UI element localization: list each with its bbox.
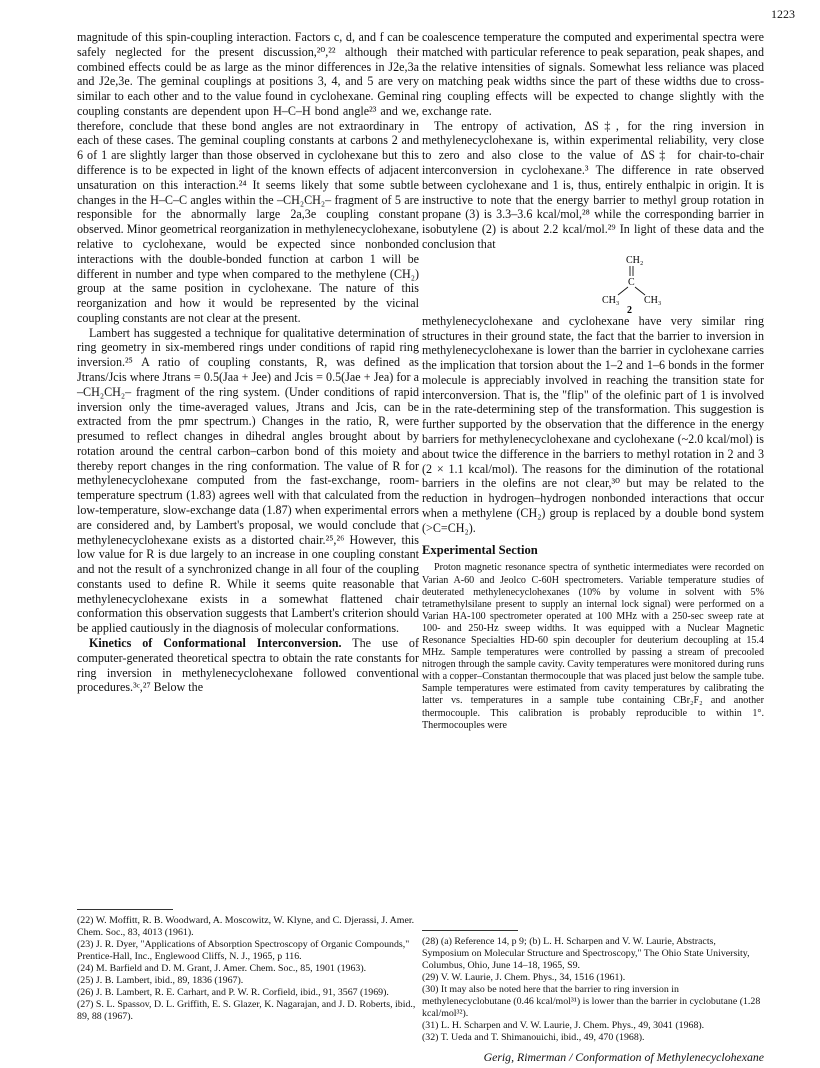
experimental-section-heading: Experimental Section	[422, 543, 538, 558]
structure-right-label: CH₃	[644, 294, 662, 306]
reference-23: (23) J. R. Dyer, "Applications of Absorption Spectroscopy of Organic Compounds," Prentice-Hall, Inc., Englewood Cliffs, N. J., 1965, p 116.	[77, 938, 410, 962]
experimental-paragraph: Proton magnetic resonance spectra of synthetic intermediates were recorded on Varian A-60 and Jeolco C-60H spectrometers. Variable temperature studies of deuterated methylenecyclohexanes (10% by volume in solvent with 5% tetramethylsilane present to supply an internal lock signal) were performed on a Varian HA-100 spectrometer operated at 100 MHz with a 250-sec sweep rate at 100- and 250-Hz sweep widths. It was equipped with a Nuclear Magnetic Resonance Specialties HD-60 spin decoupler for deuterium decoupling at 15.4 MHz. Sample temperatures were controlled by passing a stream of precooled nitrogen through the sample cavity. Cavity temperatures were monitored during runs with a copper–Constantan thermocouple that was placed just below the sample tube. Sample temperatures were estimated from cavity temperatures by calibrating the latter vs. temperatures in a sample tube containing CBr₂F₂ and another thermocouple. This calibration is probably reproducible to within 1°. Thermocouples were	[422, 562, 764, 731]
reference-26: (26) J. B. Lambert, R. E. Carhart, and P. W. R. Corfield, ibid., 91, 3567 (1969).	[77, 986, 389, 998]
left-footnote-rule	[77, 909, 173, 910]
right-paragraph-1: coalescence temperature the computed and experimental spectra were matched with particular reference to peak separation, peak shapes, and the relative intensities of signals. Somewhat less reliance was placed on matching peak widths since the part of these widths due to cross-ring coupling effects will be expected to change slightly with the exchange rate.	[422, 30, 764, 118]
reference-28: (28) (a) Reference 14, p 9; (b) L. H. Scharpen and V. W. Laurie, Abstracts, Symposium on Molecular Structure and Spectroscopy," The Ohio State University, Columbus, Ohio, June 14–18, 1965, S9.	[422, 936, 750, 971]
reference-30: (30) It may also be noted here that the barrier to ring inversion in methylenecyclobutane (0.46 kcal/mol³¹) is lower than the barrier in cyclobutane (1.28 kcal/mol³²).	[422, 983, 761, 1019]
left-references	[77, 915, 419, 1023]
structure-left-label: CH₃	[602, 294, 620, 306]
running-footer: Gerig, Rimerman / Conformation of Methylenecyclohexane	[483, 1050, 764, 1064]
left-bond-line	[618, 287, 628, 295]
left-paragraph-2: Lambert has suggested a technique for qualitative determination of ring geometry in six-membered rings under conditions of rapid ring inversion.²⁵ A ratio of coupling constants, R, was defined as Jtrans/Jcis where Jtrans = 0.5(Jaa + Jee) and Jcis = 0.5(Jae + Jea) for a –CH₂CH₂– fragment of the ring system. (Under conditions of rapid inversion only the time-averaged values, Jtrans and Jcis, can be extracted from the pmr spectrum.) Changes in the ratio, R, were presumed to reflect changes in dihedral angles brought about by rotation around the central carbon–carbon bond of this moiety and thereby report changes in the ring conformation. The value of R for methylenecyclohexane computed from the fast-exchange, room-temperature spectrum (1.83) agrees well with that calculated from the low-temperature, slow-exchange data (1.87) when experimental errors are considered and, by Lambert's proposal, we would conclude that methylenecyclohexane exists as a distorted chair.²⁵,²⁶ However, this low value for R is due largely to an increase in one coupling constant and not the result of a synchronized change in all four of the coupling constants used to define R. While it seems quite reasonable that methylenecyclohexane exists in a somewhat flattened chair conformation this observation suggests that Lambert's criterion should be applied cautiously in the diagnosis of molecular conformations.	[77, 325, 419, 636]
reference-32: (32) T. Ueda and T. Shimanouichi, ibid., 49, 470 (1968).	[422, 1031, 645, 1043]
left-column	[77, 30, 419, 695]
structure-top-label: CH₂	[626, 254, 644, 266]
structure-center-label: C	[628, 276, 635, 288]
right-references	[422, 936, 764, 1044]
reference-25: (25) J. B. Lambert, ibid., 89, 1836 (1967).	[77, 974, 244, 986]
kinetics-heading: Kinetics of Conformational Interconversion.	[89, 636, 342, 651]
reference-22: (22) W. Moffitt, R. B. Woodward, A. Moscowitz, W. Klyne, and C. Djerassi, J. Amer. Chem. Soc., 83, 4013 (1961).	[77, 915, 415, 938]
isobutylene-structure-drawing	[422, 252, 764, 314]
right-column	[422, 30, 764, 732]
right-paragraph-3: methylenecyclohexane and cyclohexane have very similar ring structures in their ground state, the fact that the barrier to inversion in methylenecyclohexane is lower than the barrier in cyclohexane carries the implication that torsion about the 1–2 and 1–6 bonds in the former molecule is appreciably involved in reaching the transition state for interconversion. That is, the "flip" of the olefinic part of 1 is involved in the rate-determining step of the transformation. This suggestion is further supported by the observation that the difference in the energy barriers for methylenecyclohexane and cyclohexane (~2.0 kcal/mol) is about twice the difference in the barriers to methyl rotation in 2 and 3 (2 × 1.1 kcal/mol). The reasons for the diminution of the rotational barriers in the olefins are not clear,³⁰ but may be related to the reduction in hydrogen–hydrogen nonbonded interactions that occur when a methylene (CH₂) group is replaced by a double bond system (>C=CH₂).	[422, 313, 764, 535]
right-footnote-rule	[422, 930, 518, 931]
reference-29: (29) V. W. Laurie, J. Chem. Phys., 34, 1516 (1961).	[422, 971, 626, 983]
structure-number-label: 2	[627, 304, 632, 314]
isobutylene-structure	[422, 252, 764, 314]
kinetics-body: The use of computer-generated theoretical spectra to obtain the rate constants for ring inversion in methylenecyclohexane followed conventional procedures.³ᶜ,²⁷ Below the	[77, 636, 419, 695]
reference-24: (24) M. Barfield and D. M. Grant, J. Amer. Chem. Soc., 85, 1901 (1963).	[77, 962, 367, 974]
reference-27: (27) S. L. Spassov, D. L. Griffith, E. S. Glazer, K. Nagarajan, and J. D. Roberts, ibid., 89, 88 (1967).	[77, 998, 416, 1022]
right-bond-line	[635, 287, 645, 295]
left-paragraph-3	[77, 636, 419, 695]
page-number: 1223	[771, 7, 795, 21]
right-paragraph-2: The entropy of activation, ΔS‡, for the ring inversion in methylenecyclohexane is, within experimental reliability, very close to zero and also close to the value of ΔS‡ for chair-to-chair interconversion in cyclohexane.³ The difference in rate observed between cyclohexane and 1 is, thus, entirely enthalpic in origin. It is instructive to note that the energy barrier to methyl group rotation in propane (3) is 3.3–3.6 kcal/mol,²⁸ while the corresponding barrier in isobutylene (2) is about 2.2 kcal/mol.²⁹ In light of these data and the conclusion that	[422, 118, 764, 251]
reference-31: (31) L. H. Scharpen and V. W. Laurie, J. Chem. Phys., 49, 3041 (1968).	[422, 1019, 705, 1031]
left-paragraph-1: magnitude of this spin-coupling interaction. Factors c, d, and f can be safely neglected for the present discussion,²⁰,²² although their combined effects could be as large as the minor differences in J2e,3a and J2e,3e. The geminal couplings at positions 3, 4, and 5 are very similar to each other and to the value found in cyclohexane. Geminal coupling constants are dependent upon H–C–H bond angle²³ and we, therefore, conclude that these bond angles are not extraordinary in each of these cases. The geminal coupling constants at carbons 2 and 6 of 1 are slightly larger than those observed in cyclohexane but this difference is to be expected in light of the known effects of adjacent unsaturation on this interaction.²⁴ It seems likely that some subtle changes in the H–C–C angles within the –CH₂CH₂– fragment of 5 are responsible for the abnormally large 2a,3e coupling constant observed. Minor geometrical reorganization in methylenecyclohexane, relative to cyclohexane, would be expected since nonbonded interactions with the double-bonded function at carbon 1 will be different in number and type when compared to the methylene (CH₂) group at the same position in cyclohexane. The nature of this reorganization and how it would be represented by the vicinal coupling constants are not clear at the present.	[77, 30, 419, 325]
